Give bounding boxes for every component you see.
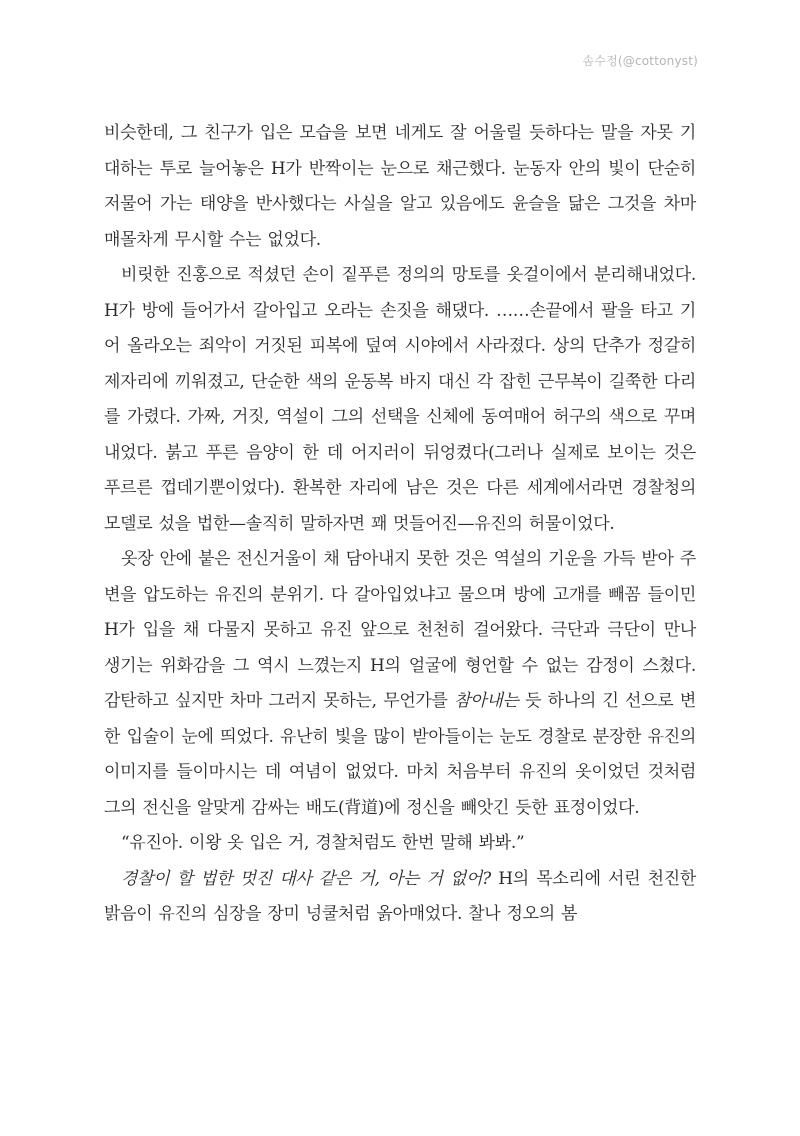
italic-phrase: 경찰이 할 법한 멋진 대사 같은 거, 아는 거 없어? bbox=[121, 868, 491, 889]
paragraph-text: 옷장 안에 붙은 전신거울이 채 담아내지 못한 것은 역설의 기운을 가득 받아 주변을 압도하는 유진의 분위기. 다 갈아입었냐고 물으며 방에 고개를 빼꼼 들이민 H가 입을 채 다물지 못하고 유진 앞으로 천천히 걸어왔다. 극단과 극단이 만나 생기는 위화감을 그 역시 느꼈는지 H의 얼굴에 형언할 수 없는 감정이 스쳤다. 감탄하고 싶지만 차마 그러지 못하는, 무언가를 bbox=[104, 549, 696, 711]
paragraph-4-dialogue bbox=[104, 826, 696, 862]
page-credit: 솜수정(@cottonyst) bbox=[582, 54, 698, 68]
paragraph-text: 비슷한데, 그 친구가 입은 모습을 보면 네게도 잘 어울릴 듯하다는 말을 자못 기대하는 투로 늘어놓은 H가 반짝이는 눈으로 채근했다. 눈동자 안의 빛이 단순히 저물어 가는 태양을 반사했다는 사실을 알고 있음에도 윤슬을 닮은 그것을 차마 매몰차게 무시할 수는 없었다. bbox=[104, 123, 696, 250]
dialogue-text: “유진아. 이왕 옷 입은 거, 경찰처럼도 한번 말해 봐봐.” bbox=[121, 833, 525, 853]
paragraph-text: 비릿한 진홍으로 적셨던 손이 짙푸른 정의의 망토를 옷걸이에서 분리해내었다. H가 방에 들어가서 갈아입고 오라는 손짓을 해댔다. ……손끝에서 팔을 타고 기어 올라오는 죄악이 거짓된 피복에 덮여 시야에서 사라졌다. 상의 단추가 정갈히 제자리에 끼워졌고, 단순한 색의 운동복 바지 대신 각 잡힌 근무복이 길쭉한 다리를 가렸다. 가짜, 거짓, 역설이 그의 선택을 신체에 동여매어 허구의 색으로 꾸며내었다. 붉고 푸른 음양이 한 데 어지러이 뒤엉켰다(그러나 실제로 보이는 것은 푸르른 껍데기뿐이었다). 환복한 자리에 남은 것은 다른 세계에서라면 경찰청의 모델로 섰을 법한—솔직히 말하자면 꽤 멋들어진—유진의 허물이었다. bbox=[104, 265, 696, 534]
paragraph-3 bbox=[104, 542, 696, 826]
paragraph-text: H의 목소리에 서린 천진한 밝음이 유진의 심장을 장미 넝쿨처럼 옭아매었다. 찰나 정오의 봄 bbox=[104, 868, 696, 924]
paragraph-text: 듯 하나의 긴 선으로 변한 입술이 눈에 띄었다. 유난히 빛을 많이 받아들이는 눈도 경찰로 분장한 유진의 이미지를 들이마시는 데 여념이 없었다. 마치 처음부터 유진의 옷이었던 것처럼 그의 전신을 알맞게 감싸는 배도(背道)에 정신을 빼앗긴 듯한 표정이었다. bbox=[104, 691, 696, 818]
body-text bbox=[104, 116, 696, 933]
italic-phrase: 참아내는 bbox=[454, 691, 519, 711]
paragraph-2 bbox=[104, 258, 696, 542]
paragraph-5 bbox=[104, 862, 696, 933]
paragraph-1 bbox=[104, 116, 696, 258]
